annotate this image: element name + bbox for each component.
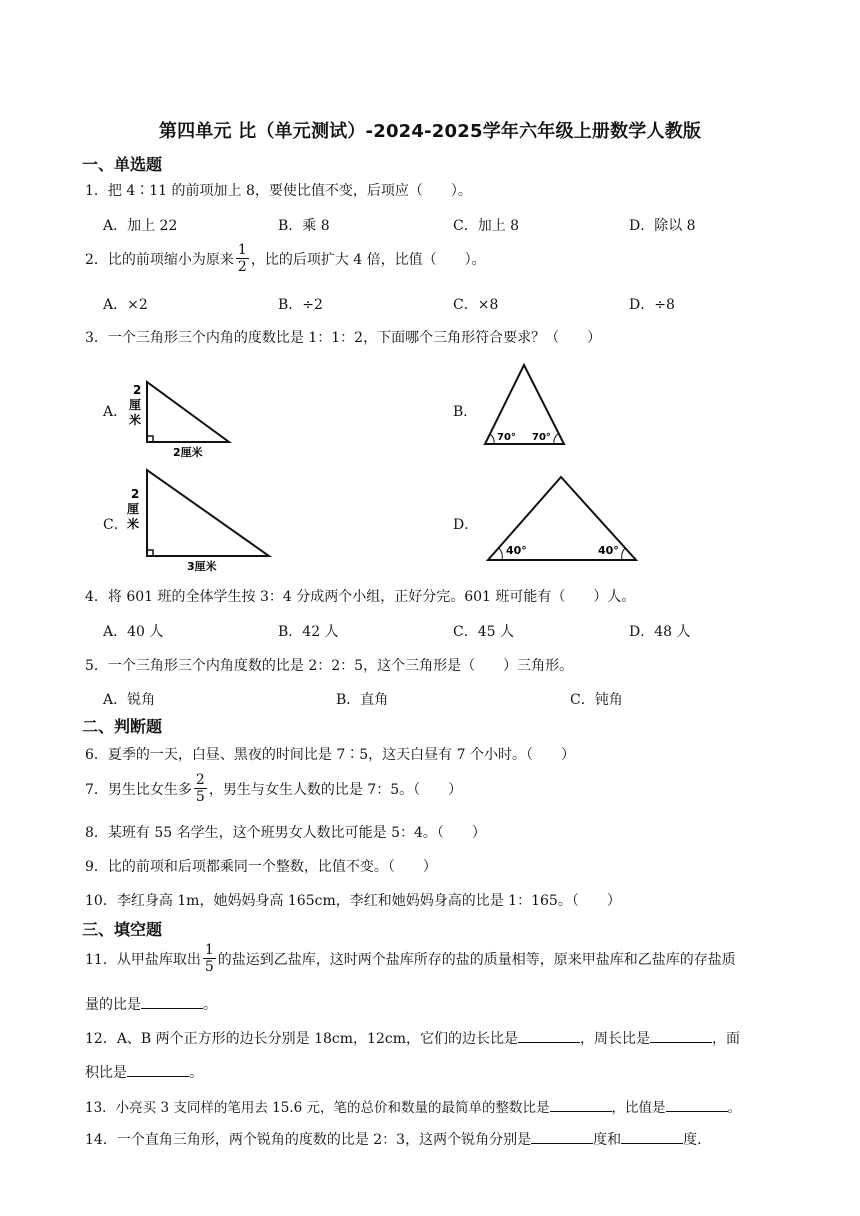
q13-text-c: 。: [727, 1100, 741, 1116]
question-10: 10．李红身高 1m，她妈妈身高 165cm，李红和她妈妈身高的比是 1：165。（ ）: [85, 893, 621, 909]
question-9: 9．比的前项和后项都乘同一个整数，比值不变。（ ）: [85, 859, 437, 875]
q14-angle1-blank[interactable]: [531, 1129, 593, 1144]
q7-fraction: [194, 772, 207, 805]
fig-a-side-label-3: 米: [129, 413, 142, 427]
q7-fraction-denominator: 5: [195, 789, 205, 805]
question-14: [85, 1129, 702, 1149]
q2-text-pre: 2．比的前项缩小为原来: [85, 251, 234, 268]
q14-text-a: 14．一个直角三角形，两个锐角的度数的比是 2：3，这两个锐角分别是: [85, 1132, 532, 1148]
fig-a-side-label-1: 2: [133, 383, 142, 397]
question-12: [85, 1028, 740, 1048]
q1-option-a[interactable]: A．加上 22: [103, 218, 178, 234]
q13-text-b: ，比值是: [611, 1100, 666, 1116]
q3-option-c[interactable]: C．: [103, 517, 128, 533]
q1-option-b[interactable]: B．乘 8: [278, 218, 330, 234]
q11-text-post: 的盐运到乙盐库，这时两个盐库所存的盐的质量相等，原来甲盐库和乙盐库的存盐质: [217, 951, 736, 968]
q2-fraction: [236, 242, 249, 275]
q3-option-a[interactable]: A．: [103, 404, 128, 420]
q5-option-b[interactable]: B．直角: [336, 692, 389, 708]
question-12-line-2: [85, 1062, 203, 1082]
q13-value-blank[interactable]: [666, 1097, 728, 1112]
question-1: 1．把 4∶11 的前项加上 8，要使比值不变，后项应（ ）。: [85, 183, 472, 199]
q12-perimeter-ratio-blank[interactable]: [650, 1028, 712, 1043]
fig-b-angle-right: 70°: [532, 432, 551, 443]
fig-a-base-label: 2厘米: [173, 446, 203, 459]
page-title: 第四单元 比（单元测试）-2024-2025学年六年级上册数学人教版: [158, 121, 702, 142]
q2-option-c[interactable]: C．×8: [453, 297, 499, 313]
question-4: 4．将 601 班的全体学生按 3：4 分成两个小组，正好分完。601 班可能有（ ）人。: [85, 589, 636, 605]
q12-line1-a: 12．A、B 两个正方形的边长分别是 18cm，12cm，它们的边长比是: [85, 1031, 518, 1047]
q11-text-pre: 11．从甲盐库取出: [85, 951, 201, 968]
question-3: 3．一个三角形三个内角的度数比是 1：1：2，下面哪个三角形符合要求？（ ）: [85, 330, 602, 346]
fig-c-side-label-1: 2: [131, 487, 140, 501]
q3-option-b[interactable]: B．: [453, 404, 478, 420]
question-11-line-2: [85, 994, 217, 1014]
q12-line2-b: 。: [189, 1065, 203, 1081]
q3-option-d[interactable]: D．: [453, 517, 479, 533]
q3-figure-a-right-triangle: [125, 378, 237, 460]
q2-fraction-numerator: 1: [237, 242, 247, 258]
section-heading-fill-blank: 三、填空题: [82, 920, 163, 939]
fig-d-angle-left: 40°: [506, 544, 527, 557]
q12-area-ratio-blank[interactable]: [127, 1062, 189, 1077]
fig-a-side-label-2: 厘: [129, 398, 142, 412]
q11-fraction-numerator: 1: [204, 942, 214, 958]
section-heading-true-false: 二、判断题: [82, 717, 163, 736]
q4-option-d[interactable]: D．48 人: [629, 624, 691, 640]
question-2: [85, 242, 486, 275]
q14-text-b: 度和: [593, 1132, 622, 1148]
q12-line1-c: ，面: [711, 1031, 740, 1047]
question-5: 5．一个三角形三个内角度数的比是 2：2：5，这个三角形是（ ）三角形。: [85, 658, 574, 674]
question-6: 6．夏季的一天，白昼、黑夜的时间比是 7∶5，这天白昼有 7 个小时。（ ）: [85, 747, 575, 763]
question-8: 8．某班有 55 名学生，这个班男女人数比可能是 5：4。（ ）: [85, 825, 486, 841]
fig-c-base-label: 3厘米: [187, 560, 217, 573]
q11-line2-post: 。: [203, 997, 217, 1013]
q14-text-c: 度.: [683, 1132, 702, 1148]
q12-line1-b: ，周长比是: [579, 1031, 650, 1047]
q11-answer-blank[interactable]: [141, 994, 203, 1009]
fig-d-angle-right: 40°: [598, 544, 619, 557]
q14-angle2-blank[interactable]: [621, 1129, 683, 1144]
question-7: [85, 772, 462, 805]
fig-c-side-label-2: 厘: [127, 502, 140, 516]
q2-fraction-denominator: 2: [237, 259, 247, 275]
q7-fraction-numerator: 2: [195, 772, 205, 788]
q13-ratio-blank[interactable]: [550, 1097, 612, 1112]
q2-option-d[interactable]: D．÷8: [629, 297, 675, 313]
q7-text-post: ，男生与女生人数的比是 7：5。（ ）: [208, 781, 463, 798]
q11-fraction: [203, 942, 216, 975]
q12-side-ratio-blank[interactable]: [518, 1028, 580, 1043]
q4-option-c[interactable]: C．45 人: [453, 624, 514, 640]
question-11: [85, 942, 736, 975]
q2-text-post: ，比的后项扩大 4 倍，比值（ ）。: [250, 251, 486, 268]
section-heading-single-choice: 一、单选题: [82, 155, 163, 174]
q4-option-b[interactable]: B．42 人: [278, 624, 339, 640]
q11-line2-pre: 量的比是: [85, 997, 141, 1013]
q4-option-a[interactable]: A．40 人: [103, 624, 164, 640]
q12-line2-a: 积比是: [85, 1065, 127, 1081]
fig-b-angle-left: 70°: [497, 432, 516, 443]
q2-option-b[interactable]: B．÷2: [278, 297, 323, 313]
q2-option-a[interactable]: A．×2: [103, 297, 148, 313]
q3-figure-c-right-triangle: [125, 466, 275, 576]
q3-figure-d-isosceles-triangle: [484, 472, 642, 568]
q1-option-d[interactable]: D．除以 8: [629, 218, 696, 234]
q7-text-pre: 7．男生比女生多: [85, 781, 192, 798]
q11-fraction-denominator: 5: [204, 959, 214, 975]
question-13: [85, 1096, 741, 1116]
q13-text-a: 13．小亮买 3 支同样的笔用去 15.6 元，笔的总价和数量的最简单的整数比是: [85, 1100, 550, 1116]
q3-figure-b-isosceles-triangle: [480, 360, 570, 450]
fig-c-side-label-3: 米: [127, 517, 140, 531]
q1-option-c[interactable]: C．加上 8: [453, 218, 520, 234]
q5-option-a[interactable]: A．锐角: [103, 692, 156, 708]
q5-option-c[interactable]: C．钝角: [570, 692, 623, 708]
